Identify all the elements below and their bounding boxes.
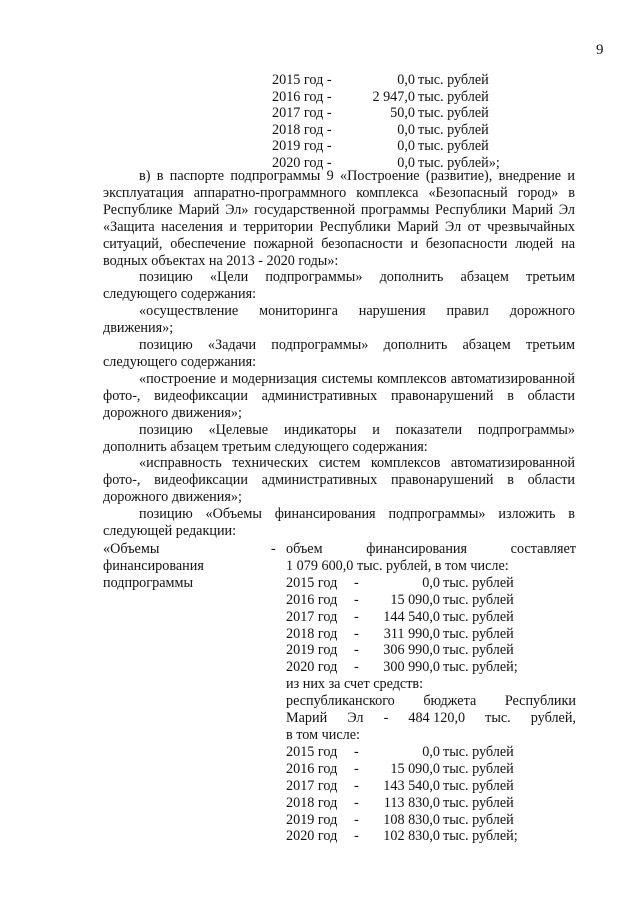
amount-unit: тыс. рублей	[418, 138, 489, 155]
amount-unit: тыс. рублей	[443, 591, 514, 608]
sources-intro-line: из них за счет средств:	[286, 676, 424, 693]
year-label: 2017 год	[286, 608, 338, 625]
amount-value: 2 947,0	[372, 88, 415, 105]
funding-row	[272, 138, 500, 155]
amount-value: 300 990,0	[383, 659, 440, 676]
amount-value: 143 540,0	[383, 777, 440, 794]
word: республиканского	[286, 693, 395, 710]
page-number: 9	[596, 42, 604, 58]
amount-value: 15 090,0	[390, 591, 440, 608]
amount-value: 102 830,0	[383, 828, 440, 845]
word: Марий	[286, 710, 328, 727]
word: бюджета	[423, 693, 477, 710]
document-body	[103, 168, 575, 540]
row-dash: -	[354, 777, 359, 794]
year-label: 2015 год	[286, 743, 338, 760]
amount-value: 113 830,0	[383, 794, 440, 811]
amount-unit: тыс. рублей	[418, 88, 489, 105]
paragraph-indicators-position: позицию «Целевые индикаторы и показатели подпрограммы» дополнить абзацем третьим следующего содержания:	[103, 421, 575, 455]
year-label: 2016 год	[286, 591, 338, 608]
year-label: 2015 год	[286, 574, 338, 591]
amount-value: 144 540,0	[383, 608, 440, 625]
row-dash: -	[354, 659, 359, 676]
word: объем	[286, 541, 323, 557]
total-intro-line	[286, 541, 576, 558]
word: Эл	[347, 710, 364, 727]
amount-unit: тыс. рублей	[418, 105, 489, 122]
republic-budget-line	[286, 693, 576, 710]
row-dash: -	[354, 591, 359, 608]
amount-unit: тыс. рублей	[443, 777, 514, 794]
total-amount-line: 1 079 600,0 тыс. рублей, в том числе:	[286, 557, 509, 574]
year-label: 2020 год	[286, 828, 338, 845]
total-year-row	[286, 626, 576, 643]
amount-unit: тыс. рублей	[443, 642, 514, 659]
paragraph-tasks-text: «построение и модернизация системы комплексов автоматизированной фото-, видеофиксации административных правонарушений в области дорожного движения»;	[103, 370, 575, 421]
year-label: 2019 год -	[272, 138, 332, 155]
amount-value: 15 090,0	[390, 760, 440, 777]
year-label: 2016 год -	[272, 88, 332, 105]
word: тыс.	[485, 710, 511, 727]
funding-by-year-list	[272, 72, 500, 172]
amount-value: 306 990,0	[383, 642, 440, 659]
amount-unit: тыс. рублей	[418, 121, 489, 138]
funding-row	[272, 72, 500, 89]
separator-dash: -	[271, 541, 276, 557]
amount-value: 0,0	[397, 154, 415, 171]
funding-row	[272, 122, 500, 139]
paragraph-tasks-position: позицию «Задачи подпрограммы» дополнить абзацем третьим следующего содержания:	[103, 337, 575, 370]
amount-unit: тыс. рублей	[443, 760, 514, 777]
financing-label-cell	[103, 541, 253, 592]
word: составляет	[510, 541, 576, 557]
amount-unit: тыс. рублей	[443, 743, 514, 760]
amount-unit: тыс. рублей	[418, 72, 489, 88]
row-dash: -	[354, 794, 359, 811]
paragraph-goals-text: «осуществление мониторинга нарушения правил дорожного движения»;	[103, 303, 575, 337]
row-dash: -	[354, 743, 359, 760]
republic-year-row	[286, 828, 576, 845]
financing-value-cell	[286, 541, 576, 845]
funding-row	[272, 105, 500, 122]
amount-unit: тыс. рублей	[443, 811, 514, 828]
republic-year-row	[286, 761, 576, 778]
year-label: 2018 год	[286, 794, 338, 811]
amount-unit: тыс. рублей	[443, 794, 514, 811]
amount-value: 0,0	[397, 138, 415, 155]
financing-label-line: финансирования	[103, 557, 204, 574]
paragraph-goals-position: позицию «Цели подпрограммы» дополнить абзацем третьим следующего содержания:	[103, 269, 575, 303]
year-label: 2019 год	[286, 642, 338, 659]
row-dash: -	[354, 574, 359, 591]
total-year-row	[286, 575, 576, 592]
amount-value: 50,0	[390, 105, 415, 122]
word: -	[383, 710, 389, 727]
republic-year-row	[286, 778, 576, 795]
row-dash: -	[354, 608, 359, 625]
financing-label-line: подпрограммы	[103, 574, 193, 591]
amount-unit: тыс. рублей»;	[418, 154, 500, 171]
republic-year-row	[286, 812, 576, 829]
total-year-row	[286, 592, 576, 609]
word: 484 120,0	[408, 710, 466, 727]
amount-value: 0,0	[422, 574, 440, 591]
republic-including-line: в том числе:	[286, 726, 360, 743]
amount-unit: тыс. рублей;	[443, 828, 518, 845]
total-year-row	[286, 659, 576, 676]
amount-value: 0,0	[422, 743, 440, 760]
row-dash: -	[354, 828, 359, 845]
paragraph-passport-intro: в) в паспорте подпрограммы 9 «Построение (развитие), внедрение и эксплуатация аппаратно-программного комплекса «Безопасный город» в Республике Марий Эл» государственной программы Республики Марий Эл «Защита населения и территории Республики Марий Эл от чрезвычайных ситуаций, обеспечение пожарной безопасности и безопасности людей на водных объектах на 2013 - 2020 годы»:	[103, 168, 575, 269]
year-label: 2016 год	[286, 760, 338, 777]
amount-unit: тыс. рублей	[443, 625, 514, 642]
year-label: 2017 год -	[272, 105, 332, 122]
row-dash: -	[354, 811, 359, 828]
financing-label-line: «Объемы	[103, 541, 160, 557]
year-label: 2020 год	[286, 659, 338, 676]
republic-amount-line	[286, 710, 576, 727]
funding-row	[272, 89, 500, 106]
year-label: 2015 год -	[272, 72, 332, 88]
republic-year-row	[286, 795, 576, 812]
year-label: 2018 год -	[272, 121, 332, 138]
year-label: 2019 год	[286, 811, 338, 828]
total-year-row	[286, 609, 576, 626]
amount-value: 0,0	[397, 72, 415, 88]
year-label: 2017 год	[286, 777, 338, 794]
row-dash: -	[354, 760, 359, 777]
year-label: 2018 год	[286, 625, 338, 642]
amount-unit: тыс. рублей;	[443, 659, 518, 676]
year-label: 2020 год -	[272, 154, 332, 171]
amount-unit: тыс. рублей	[443, 574, 514, 591]
word: финансирования	[366, 541, 468, 557]
paragraph-financing-position: позицию «Объемы финансирования подпрограммы» изложить в следующей редакции:	[103, 506, 575, 540]
amount-unit: тыс. рублей	[443, 608, 514, 625]
word: Республики	[504, 693, 576, 710]
amount-value: 108 830,0	[383, 811, 440, 828]
republic-year-row	[286, 744, 576, 761]
row-dash: -	[354, 625, 359, 642]
paragraph-indicators-text: «исправность технических систем комплексов автоматизированной фото-, видеофиксации административных правонарушений в области дорожного движения»;	[103, 455, 575, 506]
amount-value: 0,0	[397, 121, 415, 138]
word: рублей,	[530, 710, 576, 727]
total-year-row	[286, 642, 576, 659]
row-dash: -	[354, 642, 359, 659]
amount-value: 311 990,0	[383, 625, 440, 642]
